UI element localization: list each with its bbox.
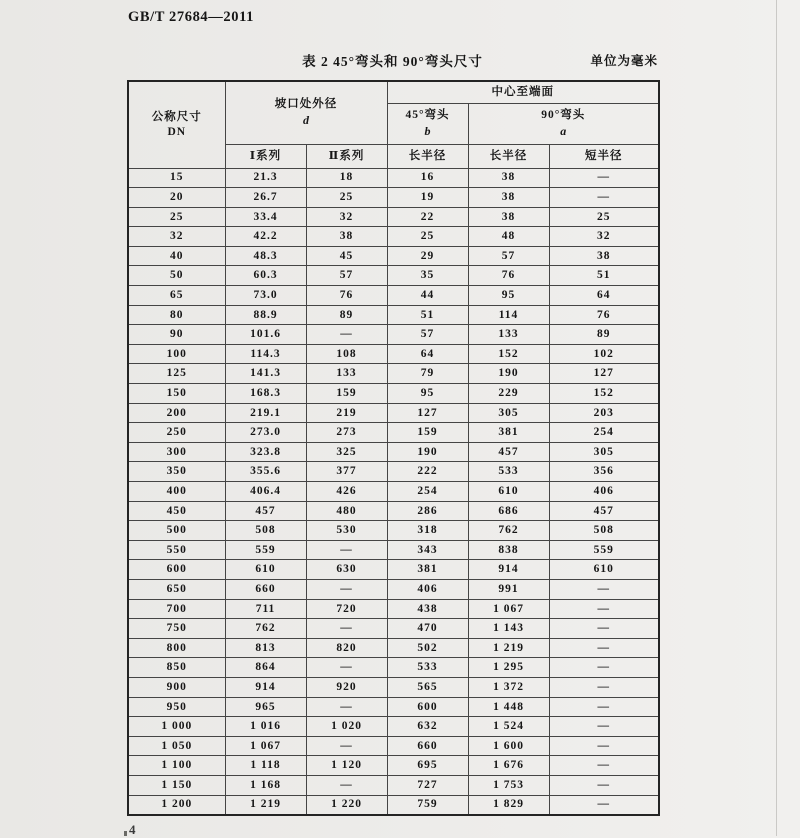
table-cell: 1 295 <box>468 658 549 678</box>
header-elbow-45-symbol: b <box>424 123 431 138</box>
table-row <box>128 736 659 756</box>
table-cell: 22 <box>387 207 468 227</box>
table-cell: 350 <box>128 462 225 482</box>
table-cell: 480 <box>306 501 387 521</box>
table-cell: 660 <box>225 579 306 599</box>
table-cell: 1 753 <box>468 775 549 795</box>
table-row <box>128 540 659 560</box>
table-cell: 100 <box>128 344 225 364</box>
table-cell: 1 050 <box>128 736 225 756</box>
table-cell: 1 143 <box>468 619 549 639</box>
table-cell: 1 168 <box>225 775 306 795</box>
table-cell: 914 <box>468 560 549 580</box>
table-cell: 1 118 <box>225 756 306 776</box>
table-cell: 533 <box>387 658 468 678</box>
table-cell: 508 <box>225 521 306 541</box>
table-cell: 914 <box>225 677 306 697</box>
table-cell: — <box>306 736 387 756</box>
table-cell: 44 <box>387 286 468 306</box>
table-cell: 152 <box>549 384 659 404</box>
table-cell: 600 <box>387 697 468 717</box>
table-cell: 750 <box>128 619 225 639</box>
table-cell: 219.1 <box>225 403 306 423</box>
page-number: 4 <box>129 822 136 837</box>
table-cell: — <box>306 775 387 795</box>
table-cell: 610 <box>225 560 306 580</box>
table-cell: 18 <box>306 168 387 188</box>
table-row <box>128 266 659 286</box>
table-header <box>128 81 659 168</box>
table-cell: 152 <box>468 344 549 364</box>
table-cell: 1 200 <box>128 795 225 815</box>
header-row-1 <box>128 81 659 103</box>
table-cell: 500 <box>128 521 225 541</box>
table-cell: 1 600 <box>468 736 549 756</box>
table-cell: — <box>549 756 659 776</box>
table-cell: 426 <box>306 482 387 502</box>
header-elbow-90 <box>468 103 659 144</box>
table-row <box>128 501 659 521</box>
table-cell: 273 <box>306 423 387 443</box>
header-long-radius-90: 长半径 <box>468 144 549 168</box>
table-cell: 190 <box>468 364 549 384</box>
header-elbow-45-label: 45°弯头 <box>405 109 450 122</box>
table-cell: 1 000 <box>128 717 225 737</box>
table-cell: 89 <box>306 305 387 325</box>
table-cell: 1 067 <box>225 736 306 756</box>
table-cell: 32 <box>549 227 659 247</box>
table-row <box>128 638 659 658</box>
table-row <box>128 227 659 247</box>
table-cell: 29 <box>387 246 468 266</box>
table-cell: 114.3 <box>225 344 306 364</box>
table-cell: 254 <box>387 482 468 502</box>
table-cell: 759 <box>387 795 468 815</box>
table-cell: 73.0 <box>225 286 306 306</box>
table-row <box>128 305 659 325</box>
header-bevel-outer-dia-label: 坡口处外径 <box>274 98 338 111</box>
table-cell: 305 <box>549 442 659 462</box>
table-cell: 21.3 <box>225 168 306 188</box>
table-cell: 32 <box>306 207 387 227</box>
table-cell: 48.3 <box>225 246 306 266</box>
table-cell: 700 <box>128 599 225 619</box>
table-cell: 51 <box>549 266 659 286</box>
table-cell: 79 <box>387 364 468 384</box>
table-cell: 229 <box>468 384 549 404</box>
table-cell: 720 <box>306 599 387 619</box>
header-elbow-90-label: 90°弯头 <box>541 109 586 122</box>
table-cell: 250 <box>128 423 225 443</box>
table-cell: — <box>549 638 659 658</box>
table-cell: 610 <box>468 482 549 502</box>
table-cell: 406.4 <box>225 482 306 502</box>
caption-band <box>127 50 658 68</box>
table-cell: 286 <box>387 501 468 521</box>
table-cell: — <box>549 795 659 815</box>
table-cell: 406 <box>549 482 659 502</box>
scan-edge-mark <box>124 831 127 836</box>
table-cell: 632 <box>387 717 468 737</box>
table-cell: 1 016 <box>225 717 306 737</box>
table-cell: 450 <box>128 501 225 521</box>
table-cell: 88.9 <box>225 305 306 325</box>
table-row <box>128 168 659 188</box>
table-cell: 127 <box>549 364 659 384</box>
table-row <box>128 482 659 502</box>
table-cell: 57 <box>468 246 549 266</box>
elbow-dimensions-table <box>127 80 660 816</box>
header-long-radius-45: 长半径 <box>387 144 468 168</box>
table-cell: 727 <box>387 775 468 795</box>
header-series-2: Ⅱ系列 <box>306 144 387 168</box>
table-row <box>128 697 659 717</box>
table-cell: 168.3 <box>225 384 306 404</box>
unit-note: 单位为毫米 <box>590 54 658 68</box>
table-cell: 610 <box>549 560 659 580</box>
table-cell: 1 448 <box>468 697 549 717</box>
table-cell: 508 <box>549 521 659 541</box>
table-cell: 400 <box>128 482 225 502</box>
table-caption: 表 2 45°弯头和 90°弯头尺寸 <box>302 54 483 69</box>
table-cell: 950 <box>128 697 225 717</box>
table-cell: 920 <box>306 677 387 697</box>
table-cell: 559 <box>549 540 659 560</box>
table-cell: — <box>549 717 659 737</box>
table-row <box>128 717 659 737</box>
table-cell: 305 <box>468 403 549 423</box>
table-cell: 57 <box>306 266 387 286</box>
header-elbow-45 <box>387 103 468 144</box>
table-cell: 90 <box>128 325 225 345</box>
table-cell: 381 <box>387 560 468 580</box>
table-cell: — <box>549 736 659 756</box>
header-short-radius-90: 短半径 <box>549 144 659 168</box>
table-cell: 76 <box>468 266 549 286</box>
table-row <box>128 286 659 306</box>
table-cell: 838 <box>468 540 549 560</box>
table-cell: — <box>549 188 659 208</box>
table-cell: 45 <box>306 246 387 266</box>
table-cell: 76 <box>549 305 659 325</box>
table-cell: 60.3 <box>225 266 306 286</box>
table-cell: 19 <box>387 188 468 208</box>
table-cell: 343 <box>387 540 468 560</box>
table-body <box>128 168 659 815</box>
table-cell: — <box>549 677 659 697</box>
table-cell: 323.8 <box>225 442 306 462</box>
table-cell: 813 <box>225 638 306 658</box>
table-cell: 457 <box>468 442 549 462</box>
table-cell: 630 <box>306 560 387 580</box>
table-row <box>128 677 659 697</box>
table-row <box>128 364 659 384</box>
table-cell: 530 <box>306 521 387 541</box>
table-row <box>128 756 659 776</box>
table-cell: 159 <box>306 384 387 404</box>
table-row <box>128 423 659 443</box>
table-cell: 559 <box>225 540 306 560</box>
table-cell: 1 120 <box>306 756 387 776</box>
table-cell: 127 <box>387 403 468 423</box>
table-cell: 64 <box>387 344 468 364</box>
table-cell: 565 <box>387 677 468 697</box>
table-cell: — <box>549 775 659 795</box>
table-row <box>128 384 659 404</box>
table-cell: 820 <box>306 638 387 658</box>
table-cell: 325 <box>306 442 387 462</box>
header-nominal-size <box>128 81 225 168</box>
table-cell: 381 <box>468 423 549 443</box>
scan-artifact-line <box>776 0 777 836</box>
table-cell: 222 <box>387 462 468 482</box>
table-cell: 203 <box>549 403 659 423</box>
table-cell: 32 <box>128 227 225 247</box>
table-cell: 660 <box>387 736 468 756</box>
table-cell: 438 <box>387 599 468 619</box>
table-cell: 686 <box>468 501 549 521</box>
table-cell: 80 <box>128 305 225 325</box>
table-cell: 850 <box>128 658 225 678</box>
table-cell: 25 <box>306 188 387 208</box>
table-cell: 650 <box>128 579 225 599</box>
table-cell: 64 <box>549 286 659 306</box>
table-cell: 40 <box>128 246 225 266</box>
table-cell: 219 <box>306 403 387 423</box>
table-row <box>128 658 659 678</box>
table-cell: 1 150 <box>128 775 225 795</box>
table-cell: 457 <box>225 501 306 521</box>
table-cell: 600 <box>128 560 225 580</box>
table-cell: 762 <box>225 619 306 639</box>
table-row <box>128 579 659 599</box>
table-cell: 965 <box>225 697 306 717</box>
table-cell: 355.6 <box>225 462 306 482</box>
header-nominal-size-sub: DN <box>167 126 187 139</box>
table-cell: — <box>549 697 659 717</box>
table-cell: 377 <box>306 462 387 482</box>
table-cell: 33.4 <box>225 207 306 227</box>
table-row <box>128 560 659 580</box>
document-number: GB/T 27684—2011 <box>128 9 254 25</box>
table-row <box>128 325 659 345</box>
table-cell: 1 220 <box>306 795 387 815</box>
table-row <box>128 207 659 227</box>
header-bevel-outer-dia <box>225 81 387 144</box>
table-row <box>128 521 659 541</box>
table-cell: — <box>549 168 659 188</box>
table-cell: 51 <box>387 305 468 325</box>
table-cell: 76 <box>306 286 387 306</box>
table-cell: 273.0 <box>225 423 306 443</box>
table-cell: 50 <box>128 266 225 286</box>
table-cell: 254 <box>549 423 659 443</box>
table-cell: — <box>306 325 387 345</box>
table-cell: 15 <box>128 168 225 188</box>
table-cell: — <box>306 619 387 639</box>
table-row <box>128 775 659 795</box>
table-cell: 26.7 <box>225 188 306 208</box>
table-cell: 38 <box>306 227 387 247</box>
table-cell: 1 524 <box>468 717 549 737</box>
table-cell: 300 <box>128 442 225 462</box>
table-cell: 38 <box>468 168 549 188</box>
table-cell: — <box>306 658 387 678</box>
table-cell: — <box>549 658 659 678</box>
table-row <box>128 619 659 639</box>
table-cell: 42.2 <box>225 227 306 247</box>
table-cell: 1 020 <box>306 717 387 737</box>
header-nominal-size-label: 公称尺寸 <box>151 110 202 123</box>
table-cell: — <box>549 599 659 619</box>
table-cell: 38 <box>468 207 549 227</box>
table-cell: — <box>306 540 387 560</box>
table-cell: 356 <box>549 462 659 482</box>
table-row <box>128 599 659 619</box>
table-cell: 48 <box>468 227 549 247</box>
header-bevel-outer-dia-symbol: d <box>303 112 309 127</box>
table-cell: 864 <box>225 658 306 678</box>
table-cell: 95 <box>387 384 468 404</box>
table-cell: 991 <box>468 579 549 599</box>
header-elbow-90-symbol: a <box>560 123 567 138</box>
table-cell: 1 829 <box>468 795 549 815</box>
table-cell: 114 <box>468 305 549 325</box>
table-row <box>128 246 659 266</box>
table-cell: 25 <box>549 207 659 227</box>
table-cell: 502 <box>387 638 468 658</box>
table-cell: — <box>306 697 387 717</box>
table-cell: — <box>549 579 659 599</box>
table-cell: 762 <box>468 521 549 541</box>
table-cell: 711 <box>225 599 306 619</box>
table-cell: 900 <box>128 677 225 697</box>
table-row <box>128 344 659 364</box>
table-cell: 16 <box>387 168 468 188</box>
table-row <box>128 462 659 482</box>
table-row <box>128 795 659 815</box>
table-cell: 695 <box>387 756 468 776</box>
table-cell: 159 <box>387 423 468 443</box>
table-cell: 20 <box>128 188 225 208</box>
table-cell: 1 067 <box>468 599 549 619</box>
header-series-1: Ⅰ系列 <box>225 144 306 168</box>
table-cell: 1 219 <box>468 638 549 658</box>
table-cell: 101.6 <box>225 325 306 345</box>
table-cell: 125 <box>128 364 225 384</box>
table-cell: 800 <box>128 638 225 658</box>
table-row <box>128 403 659 423</box>
table-cell: 1 372 <box>468 677 549 697</box>
table-cell: 200 <box>128 403 225 423</box>
table-cell: 102 <box>549 344 659 364</box>
table-cell: 318 <box>387 521 468 541</box>
table-cell: 133 <box>468 325 549 345</box>
table-cell: 89 <box>549 325 659 345</box>
table-cell: 190 <box>387 442 468 462</box>
table-cell: 406 <box>387 579 468 599</box>
table-cell: 1 676 <box>468 756 549 776</box>
table-cell: 1 219 <box>225 795 306 815</box>
table-cell: — <box>549 619 659 639</box>
table-cell: 65 <box>128 286 225 306</box>
table-cell: 108 <box>306 344 387 364</box>
table-cell: 95 <box>468 286 549 306</box>
table-cell: 38 <box>468 188 549 208</box>
table-cell: 38 <box>549 246 659 266</box>
table-cell: 550 <box>128 540 225 560</box>
table-cell: 57 <box>387 325 468 345</box>
table-cell: 457 <box>549 501 659 521</box>
table-cell: 133 <box>306 364 387 384</box>
table-cell: 150 <box>128 384 225 404</box>
table-row <box>128 188 659 208</box>
header-center-to-face: 中心至端面 <box>387 81 659 103</box>
table-row <box>128 442 659 462</box>
table-cell: 35 <box>387 266 468 286</box>
table-cell: 1 100 <box>128 756 225 776</box>
table-cell: 141.3 <box>225 364 306 384</box>
table-cell: 25 <box>387 227 468 247</box>
table-cell: 533 <box>468 462 549 482</box>
table-cell: 25 <box>128 207 225 227</box>
table-cell: — <box>306 579 387 599</box>
table-cell: 470 <box>387 619 468 639</box>
